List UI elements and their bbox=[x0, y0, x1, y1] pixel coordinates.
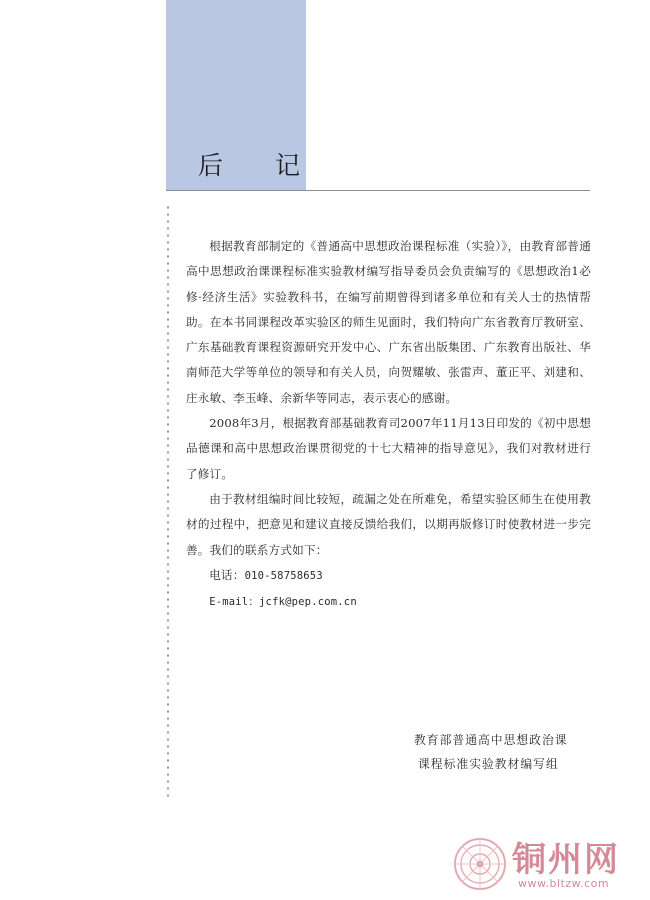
paragraph-1: 根据教育部制定的《普通高中思想政治课程标准（实验）》，由教育部普通高中思想政治课课程标准实验教材编写指导委员会负责编写的《思想政治1必修·经济生活》实验教科书，在编写前期曾得到诸多单位和有关人士的热情帮助。在本书同课程改革实验区的师生见面时，我们特向广东省教育厅教研室、广东基础教育课程资源研究开发中心、广东省出版集团、广东教育出版社、华南师范大学等单位的领导和有关人员，向贺耀敏、张雷声、董正平、刘建和、庄永敏、李玉峰、余新华等同志，表示衷心的感谢。 bbox=[186, 239, 591, 405]
body-text bbox=[186, 234, 591, 615]
contact-email bbox=[186, 589, 591, 615]
dotted-margin-line bbox=[166, 204, 170, 799]
phone-number: 010-58758653 bbox=[244, 569, 323, 582]
watermark-site-name: 铜州网 bbox=[512, 840, 620, 880]
signature bbox=[414, 728, 568, 776]
paragraph-2: 2008年3月，根据教育部基础教育司2007年11月13日印发的《初中思想品德课和高中思想政治课贯彻党的十七大精神的指导意见》，我们对教材进行了修订。 bbox=[186, 416, 591, 481]
signature-line-2: 课程标准实验教材编写组 bbox=[418, 757, 559, 771]
contact-phone bbox=[186, 563, 591, 589]
header-divider bbox=[166, 190, 590, 191]
phone-label: 电话： bbox=[209, 567, 245, 582]
page-title: 后 记 bbox=[198, 151, 322, 180]
paragraph-3: 由于教材组编时间比较短，疏漏之处在所难免，希望实验区师生在使用教材的过程中，把意见和建议直接反馈给我们，以期再版修订时使教材进一步完善。我们的联系方式如下： bbox=[186, 491, 591, 557]
signature-line-1: 教育部普通高中思想政治课 bbox=[414, 733, 568, 747]
email-label: E-mail： bbox=[209, 596, 260, 609]
watermark-logo-icon bbox=[452, 836, 508, 892]
email-address[interactable]: jcfk@pep.com.cn bbox=[259, 596, 357, 609]
site-watermark bbox=[452, 836, 642, 896]
watermark-url: www.bltzw.com bbox=[518, 877, 610, 890]
